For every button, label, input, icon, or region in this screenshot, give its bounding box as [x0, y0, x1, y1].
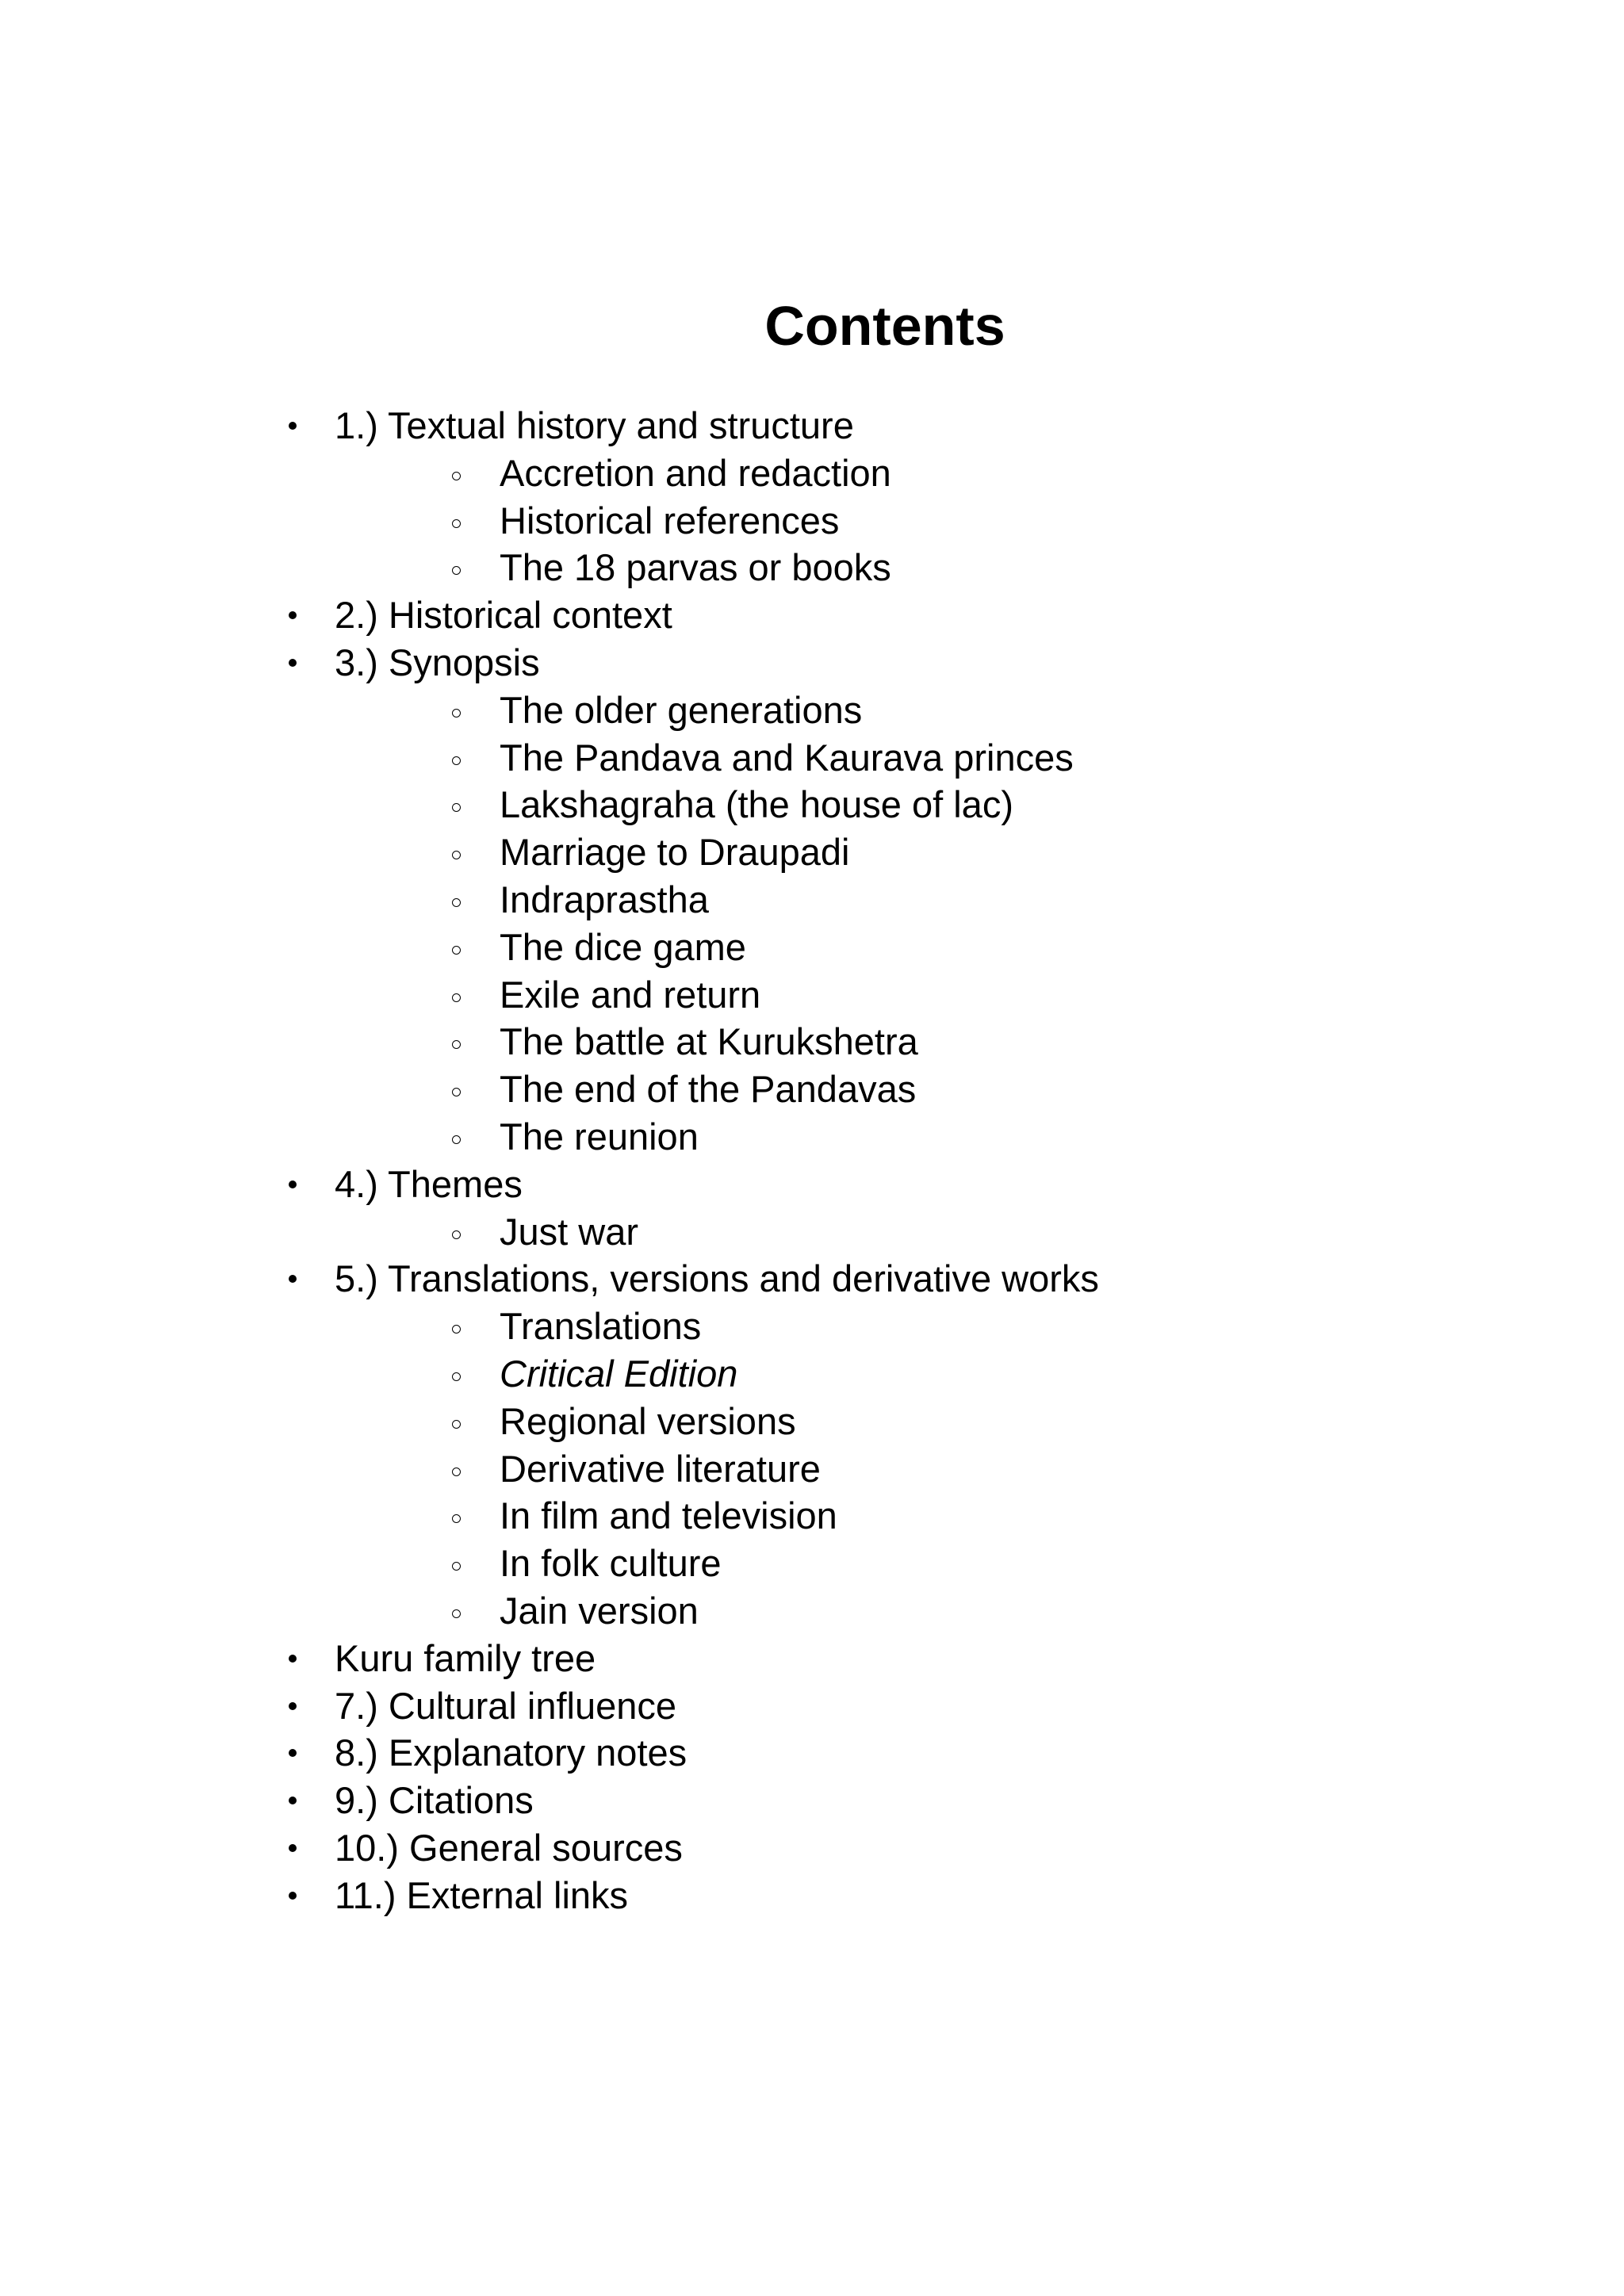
- filled-bullet-icon: [289, 611, 297, 619]
- toc-entry-label[interactable]: 11.) External links: [335, 1873, 629, 1916]
- toc-entry-label[interactable]: 5.) Translations, versions and derivative works: [335, 1257, 1099, 1300]
- toc-subsection-item[interactable]: [0, 1303, 1624, 1351]
- hollow-bullet-icon: [452, 1135, 461, 1144]
- page-title: Contents: [764, 295, 1005, 357]
- toc-entry-label[interactable]: The reunion: [500, 1115, 699, 1158]
- filled-bullet-icon: [289, 422, 297, 430]
- toc-entry-label[interactable]: Translations: [500, 1305, 702, 1348]
- toc-subsection-item[interactable]: [0, 1209, 1624, 1257]
- toc-entry-label[interactable]: 8.) Explanatory notes: [335, 1732, 688, 1774]
- toc-section-item[interactable]: [0, 640, 1624, 687]
- toc-section-item[interactable]: [0, 1256, 1624, 1303]
- hollow-bullet-icon: [452, 519, 461, 528]
- toc-entry-label[interactable]: In film and television: [500, 1494, 837, 1537]
- toc-entry-label[interactable]: 10.) General sources: [335, 1826, 683, 1869]
- hollow-bullet-icon: [452, 851, 461, 859]
- toc-subsection-item[interactable]: [0, 1588, 1624, 1636]
- toc-entry-label[interactable]: Marriage to Draupadi: [500, 831, 850, 874]
- hollow-bullet-icon: [452, 709, 461, 718]
- toc-section-item[interactable]: [0, 1825, 1624, 1873]
- toc-entry-label[interactable]: The battle at Kurukshetra: [500, 1020, 918, 1063]
- toc-subsection-item[interactable]: [0, 924, 1624, 972]
- toc-entry-label[interactable]: 3.) Synopsis: [335, 641, 540, 683]
- toc-entry-label[interactable]: Historical references: [500, 499, 840, 541]
- toc-section-item[interactable]: [0, 1161, 1624, 1209]
- toc-entry-label[interactable]: The older generations: [500, 688, 863, 731]
- toc-entry-label[interactable]: Exile and return: [500, 973, 761, 1016]
- toc-subsection-item[interactable]: [0, 877, 1624, 924]
- toc-subsection-item[interactable]: [0, 829, 1624, 877]
- filled-bullet-icon: [289, 1892, 297, 1900]
- toc-entry-label[interactable]: Just war: [500, 1210, 638, 1253]
- hollow-bullet-icon: [452, 1514, 461, 1523]
- toc-subsection-item[interactable]: [0, 1446, 1624, 1494]
- toc-entry-label[interactable]: The Pandava and Kaurava princes: [500, 736, 1074, 779]
- filled-bullet-icon: [289, 1655, 297, 1663]
- toc-entry-label[interactable]: Critical Edition: [500, 1352, 738, 1395]
- toc-section-item[interactable]: [0, 1730, 1624, 1777]
- filled-bullet-icon: [289, 1181, 297, 1188]
- filled-bullet-icon: [289, 1797, 297, 1804]
- toc-section-item[interactable]: [0, 1636, 1624, 1683]
- toc-entry-label[interactable]: The dice game: [500, 925, 746, 968]
- hollow-bullet-icon: [452, 1420, 461, 1429]
- toc-entry-label[interactable]: The end of the Pandavas: [500, 1068, 917, 1111]
- filled-bullet-icon: [289, 1749, 297, 1757]
- toc-section-item[interactable]: [0, 1683, 1624, 1731]
- toc-subsection-item[interactable]: [0, 545, 1624, 592]
- toc-section-item[interactable]: [0, 403, 1624, 450]
- toc-subsection-item[interactable]: [0, 1399, 1624, 1446]
- toc-entry-label[interactable]: Jain version: [500, 1589, 699, 1632]
- toc-section-item[interactable]: [0, 592, 1624, 640]
- filled-bullet-icon: [289, 1844, 297, 1852]
- toc-subsection-item[interactable]: [0, 1114, 1624, 1161]
- hollow-bullet-icon: [452, 1468, 461, 1476]
- hollow-bullet-icon: [452, 1609, 461, 1618]
- toc-subsection-item[interactable]: [0, 687, 1624, 735]
- toc-subsection-item[interactable]: [0, 972, 1624, 1020]
- toc-subsection-item[interactable]: [0, 1066, 1624, 1114]
- toc-subsection-item[interactable]: [0, 1351, 1624, 1399]
- filled-bullet-icon: [289, 1702, 297, 1710]
- hollow-bullet-icon: [452, 1040, 461, 1049]
- toc-entry-label[interactable]: 4.) Themes: [335, 1162, 523, 1205]
- hollow-bullet-icon: [452, 898, 461, 907]
- hollow-bullet-icon: [452, 946, 461, 955]
- toc-subsection-item[interactable]: [0, 782, 1624, 829]
- toc-entry-label[interactable]: The 18 parvas or books: [500, 546, 891, 589]
- toc-entry-label[interactable]: Lakshagraha (the house of lac): [500, 783, 1013, 826]
- toc-entry-label[interactable]: Regional versions: [500, 1399, 796, 1442]
- hollow-bullet-icon: [452, 993, 461, 1002]
- hollow-bullet-icon: [452, 472, 461, 480]
- toc-entry-label[interactable]: Accretion and redaction: [500, 451, 891, 494]
- hollow-bullet-icon: [452, 1372, 461, 1381]
- hollow-bullet-icon: [452, 756, 461, 765]
- toc-section-item[interactable]: [0, 1777, 1624, 1825]
- hollow-bullet-icon: [452, 566, 461, 575]
- filled-bullet-icon: [289, 1275, 297, 1283]
- toc-entry-label[interactable]: 2.) Historical context: [335, 594, 672, 637]
- toc-entry-label[interactable]: 7.) Cultural influence: [335, 1684, 677, 1727]
- toc-subsection-item[interactable]: [0, 1019, 1624, 1066]
- hollow-bullet-icon: [452, 1088, 461, 1096]
- toc-entry-label[interactable]: 1.) Textual history and structure: [335, 404, 854, 446]
- toc-subsection-item[interactable]: [0, 735, 1624, 783]
- toc-subsection-item[interactable]: [0, 498, 1624, 545]
- toc-entry-label[interactable]: Derivative literature: [500, 1447, 821, 1490]
- filled-bullet-icon: [289, 659, 297, 667]
- hollow-bullet-icon: [452, 803, 461, 812]
- toc-section-item[interactable]: [0, 1873, 1624, 1920]
- hollow-bullet-icon: [452, 1230, 461, 1239]
- toc-subsection-item[interactable]: [0, 1540, 1624, 1588]
- hollow-bullet-icon: [452, 1325, 461, 1334]
- toc-entry-label[interactable]: In folk culture: [500, 1542, 722, 1585]
- toc-subsection-item[interactable]: [0, 1493, 1624, 1540]
- toc-subsection-item[interactable]: [0, 450, 1624, 498]
- table-of-contents: [0, 403, 1624, 1920]
- toc-entry-label[interactable]: Kuru family tree: [335, 1636, 596, 1679]
- toc-entry-label[interactable]: 9.) Citations: [335, 1779, 534, 1822]
- toc-entry-label[interactable]: Indraprastha: [500, 878, 709, 920]
- hollow-bullet-icon: [452, 1562, 461, 1571]
